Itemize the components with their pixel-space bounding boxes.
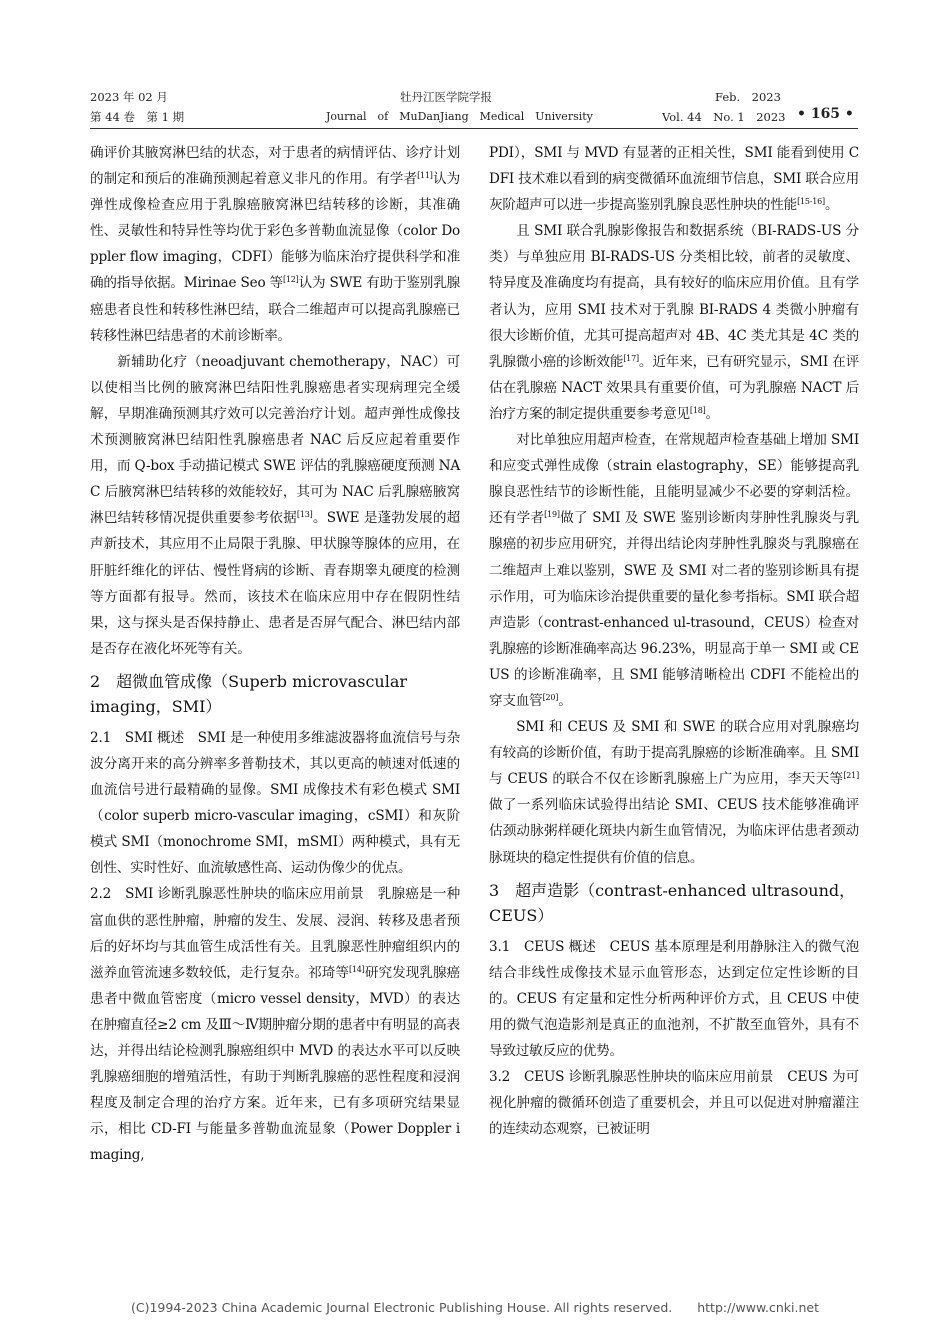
text: PDI），SMI 与 MVD 有显著的正相关性，SMI 能看到使用 CDFI 技术难以看到的病变微循环血流细节信息，SMI 联合应用灰阶超声可以进一步提高鉴别乳腺良恶性肿块的性能	[489, 145, 859, 214]
text: 确评价其腋窝淋巴结的状态，对于患者的病情评估、诊疗计划的制定和预后的准确预测起着意义非凡的作用。有学者	[90, 145, 460, 188]
text: 做了一系列临床试验得出结论 SMI、CEUS 技术能够准确评估颈动脉粥样硬化斑块内新生血管情况，为临床评估患者颈动脉斑块的稳定性提供有价值的信息。	[489, 797, 859, 866]
header-divider	[90, 128, 858, 129]
citation-ref: [17]	[623, 353, 639, 363]
text: 2.2 SMI 诊断乳腺恶性肿块的临床应用前景 乳腺癌是一种富血供的恶性肿瘤，肿瘤的发生、发展、浸润、转移及患者预后的好坏均与其血管生成活性有关。且乳腺恶性肿瘤组织内的滋养血管流速多数较低，走行复杂。祁琦等	[90, 886, 460, 981]
paragraph-bi-rads	[489, 218, 859, 427]
text: 。	[705, 405, 719, 422]
header-volume-en: Vol. 44 No. 1 2023	[662, 110, 786, 124]
text: 认为弹性成像检查应用于乳腺癌腋窝淋巴结转移的诊断，其准确性、灵敏性和特异性等均优于彩色多普勒血流显像（color Doppler flow imaging，CDFI）能够为临床治疗提供科学和准确的指导依据。Mirinae Seo 等	[90, 171, 460, 292]
header-date-en: Feb. 2023	[715, 90, 781, 104]
header-date-cn: 2023 年 02 月	[90, 90, 168, 104]
text: SMI 和 CEUS 及 SMI 和 SWE 的联合应用对乳腺癌均有较高的诊断价值，有助于提高乳腺癌的诊断准确率。且 SMI 与 CEUS 的联合不仅在诊断乳腺癌上广为应用，李天天等	[489, 719, 859, 788]
section-heading-smi: 2 超微血管成像（Superb microvascular imaging，SMI）	[90, 671, 408, 716]
text: 做了 SMI 及 SWE 鉴别诊断肉芽肿性乳腺炎与乳腺癌的初步应用研究，并得出结论肉芽肿性乳腺炎与乳腺癌在二维超声上难以鉴别，SWE 及 SMI 对二者的鉴别诊断具有提示作用，可为临床诊治提供重要的量化参考指标。SMI 联合超声造影（contrast-enhanced ul-trasound，CEUS）检查对乳腺癌的诊断准确率高达 96.23%，明显高于单一 SMI 或 CEUS 的诊断准确率，且 SMI 能够清晰检出 CDFI 不能检出的穿支血管	[489, 510, 859, 709]
citation-ref: [15-16]	[797, 197, 825, 207]
citation-ref: [19]	[544, 510, 560, 520]
text: 。	[558, 692, 572, 709]
header-journal-en: Journal of MuDanJiang Medical University	[326, 110, 593, 123]
text: 。	[824, 197, 839, 214]
subsection-ceus-prospect: 3.2 CEUS 诊断乳腺恶性肿块的临床应用前景 CEUS 为可视化肿瘤的微循环创造了重要机会，并且可以促进对肿瘤灌注的连续动态观察，已被证明	[489, 1069, 859, 1138]
citation-ref: [20]	[542, 692, 559, 702]
citation-ref: [12]	[282, 275, 299, 285]
page-number: • 165 •	[797, 106, 854, 122]
citation-ref: [21]	[843, 771, 859, 781]
subsection-smi-overview: 2.1 SMI 概述 SMI 是一种使用多维滤波器将血流信号与杂波分离开来的高分辨率多普勒技术，其以更高的帧速对低速的血流信号进行最精确的显像。SMI 成像技术有彩色模式 SMI（color superb micro-vascular imaging，cSMI）和灰阶模式 SMI（monochrome SMI，mSMI）两种模式，具有无创性、实时性好、血流敏感性高、运动伪像少的优点。	[90, 729, 460, 877]
header-journal-cn: 牡丹江医学院学报	[400, 90, 492, 104]
subsection-ceus-overview: 3.1 CEUS 概述 CEUS 基本原理是利用静脉注入的微气泡结合非线性成像技术显示血管形态，达到定位定性诊断的目的。CEUS 有定量和定性分析两种评价方式，且 CEUS 中使用的微气泡造影剂是真正的血池剂，不扩散至血管外，具有不导致过敏反应的优势。	[489, 938, 859, 1059]
subsection-smi-prospect	[90, 881, 460, 1168]
citation-ref: [14]	[348, 964, 365, 974]
text: 。近年来，已有研究显示，SMI 在评估在乳腺癌 NACT 效果具有重要价值，可为乳腺癌 NACT 后治疗方案的制定提供重要参考意见	[489, 353, 860, 422]
citation-ref: [18]	[689, 405, 706, 415]
paragraph-nac	[90, 349, 460, 662]
header-volume-cn: 第 44 卷 第 1 期	[90, 110, 185, 124]
text: 研究发现乳腺癌患者中微血管密度（micro vessel density，MVD）的表达在肿瘤直径≥2 cm 及Ⅲ～Ⅳ期肿瘤分期的患者中有明显的高表达，并得出结论检测乳腺癌组织中 MVD 的表达水平可以反映乳腺癌细胞的增殖活性，有助于判断乳腺癌的恶性程度和浸润程度及制定合理的治疗方案。近年来，已有多项研究结果显示，相比 CD-FI 与能量多普勒血流显象（Power Doppler imaging,	[90, 964, 460, 1164]
left-column	[90, 140, 460, 1168]
text: 。SWE 是蓬勃发展的超声新技术，其应用不止局限于乳腺、甲状腺等腺体的应用，在肝脏纤维化的评估、慢性肾病的诊断、青春期睾丸硬度的检测等方面都有报导。然而，该技术在临床应用中存在假阴性结果，这与探头是否保持静止、患者是否屏气配合、淋巴结内部是否存在液化坏死等有关。	[90, 510, 461, 657]
copyright-footer: (C)1994-2023 China Academic Journal Electronic Publishing House. All rights reserved. http://www.cnki.net	[130, 1300, 820, 1315]
text: 且 SMI 联合乳腺影像报告和数据系统（BI-RADS-US 分类）与单独应用 BI-RADS-US 分类相比较，前者的灵敏度、特异度及准确度均有提高，具有较好的临床应用价值。且有学者认为，应用 SMI 技术对于乳腺 BI-RADS 4 类微小肿瘤有很大诊断价值，尤其可提高超声对 4B、4C 类尤其是 4C 类的乳腺微小癌的诊断效能	[489, 223, 859, 370]
paragraph-smi-ceus	[489, 714, 859, 871]
paragraph-smi-mvd	[489, 140, 859, 218]
section-heading-ceus: 3 超声造影（contrast-enhanced ultrasound，CEUS）	[489, 880, 856, 925]
paragraph-smi-se	[489, 427, 859, 714]
citation-ref: [13]	[296, 510, 313, 520]
text: 新辅助化疗（neoadjuvant chemotherapy，NAC）可以使相当比例的腋窝淋巴结阳性乳腺癌患者实现病理完全缓解，早期准确预测其疗效可以完善治疗计划。超声弹性成像技术预测腋窝淋巴结阳性乳腺癌患者 NAC 后反应起着重要作用，而 Q-box 手动描记模式 SWE 评估的乳腺癌硬度预测 NAC 后腋窝淋巴结转移的效能较好，其可为 NAC 后乳腺癌腋窝淋巴结转移情况提供重要参考依据	[90, 353, 460, 527]
text: 认为 SWE 有助于鉴别乳腺癌患者良性和转移性淋巴结，联合二维超声可以提高乳腺癌已转移性淋巴结患者的术前诊断率。	[90, 275, 460, 344]
right-column	[489, 140, 859, 1142]
paragraph-axillary-assessment	[90, 140, 460, 349]
citation-ref: [11]	[417, 171, 433, 181]
text: 对比单独应用超声检查，在常规超声检查基础上增加 SMI 和应变式弹性成像（strain elastography，SE）能够提高乳腺良恶性结节的诊断性能，且能明显减少不必要的穿刺活检。还有学者	[489, 432, 859, 527]
